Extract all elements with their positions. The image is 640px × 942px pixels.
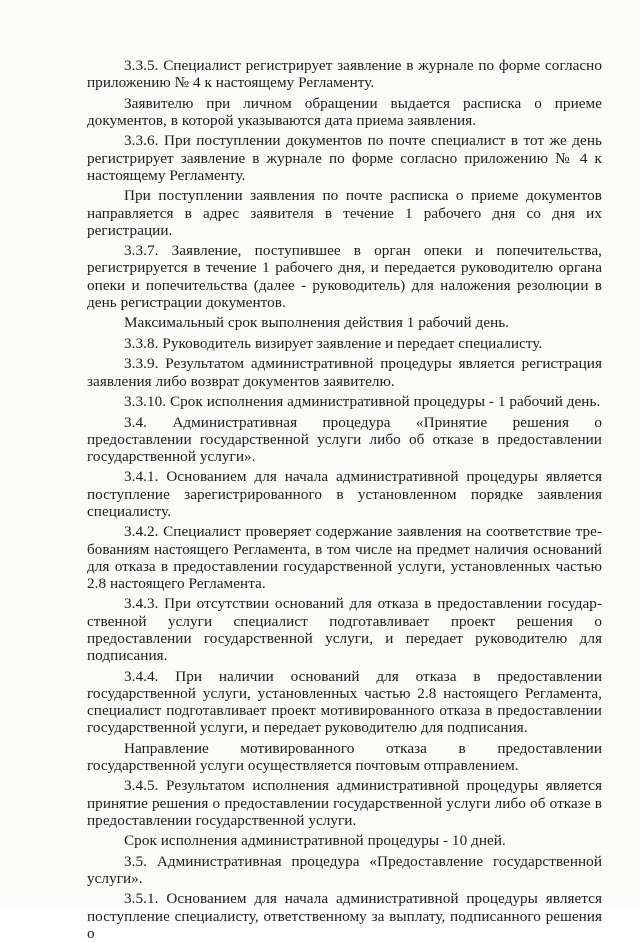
paragraph-3-4-5: 3.4.5. Результатом исполнения административной процедуры является принятие решения о предоставлении государственной услуги либо об отказе в предоставлении государственной услуги. [87,777,602,829]
paragraph-3-3-9: 3.3.9. Результатом административной процедуры является регистрация заявления либо возврат документов заявителю. [87,355,602,390]
paragraph-3-4-2: 3.4.2. Специалист проверяет содержание заявления на соответствие требованиям настоящего Регламента, в том числе на предмет наличия оснований для отказа в предоставлении государственной услуги, установленных частью 2.8 настоящего Регламента. [87,523,602,592]
paragraph-receipt-mail: При поступлении заявления по почте расписка о приеме документов направляется в адрес заявителя в течение 1 рабочего дня со дня их регистрации. [87,187,602,239]
paragraph-3-3-10: 3.3.10. Срок исполнения административной процедуры - 1 рабочий день. [124,393,601,411]
paragraph-3-3-5: 3.3.5. Специалист регистрирует заявление в журнале по форме согласно приложению № 4 к настоящему Регламенту. [87,57,602,92]
paragraph-3-3-7: 3.3.7. Заявление, поступившее в орган опеки и попечительства, регистрируется в течение 1 рабочего дня, и передается руководителю органа опеки и попечительства (далее - руководитель) для наложения резолюции в день регистрации документов. [87,242,602,311]
document-body [87,57,602,942]
paragraph-3-3-8: 3.3.8. Руководитель визирует заявление и передает специалисту. [124,334,543,352]
paragraph-3-4-1: 3.4.1. Основанием для начала административной процедуры является поступление зарегистрированного в установленном порядке заявления специалисту. [87,468,602,520]
paragraph-receipt-personal: Заявителю при личном обращении выдается расписка о приеме документов, в которой указываются дата приема заявления. [87,94,602,129]
paragraph-max-term: Максимальный срок выполнения действия 1 рабочий день. [124,314,510,332]
paragraph-term-10-days: Срок исполнения административной процедуры - 10 дней. [124,832,506,850]
paragraph-refusal-mail: Направление мотивированного отказа в предоставлении государственной услуги осуществляется почтовым отправлением. [87,739,602,774]
paragraph-3-5-1: 3.5.1. Основанием для начала административной процедуры является поступление специалисту, ответственному за выплату, подписанного решения о [87,890,602,942]
paragraph-3-4-3: 3.4.3. При отсутствии оснований для отказа в предоставлении государственной услуги специалист подготавливает проект решения о предоставлении государственной услуги, и передает руководителю для подписания. [87,595,602,665]
paragraph-3-4-4: 3.4.4. При наличии оснований для отказа в предоставлении государственной услуги, установленных частью 2.8 настоящего Регламента, специалист подготавливает проект мотивированного отказа в предоставлении государственной услуги, и передает руководителю для подписания. [87,667,602,737]
paragraph-3-5: 3.5. Административная процедура «Предоставление государственной услуги». [87,852,602,887]
paragraph-3-3-6: 3.3.6. При поступлении документов по почте специалист в тот же день регистрирует заявление в журнале по форме согласно приложению № 4 к настоящему Регламенту. [87,132,602,184]
paragraph-3-4: 3.4. Административная процедура «Принятие решения о предоставлении государственной услуги либо об отказе в предоставлении государственной услуги». [87,413,602,465]
